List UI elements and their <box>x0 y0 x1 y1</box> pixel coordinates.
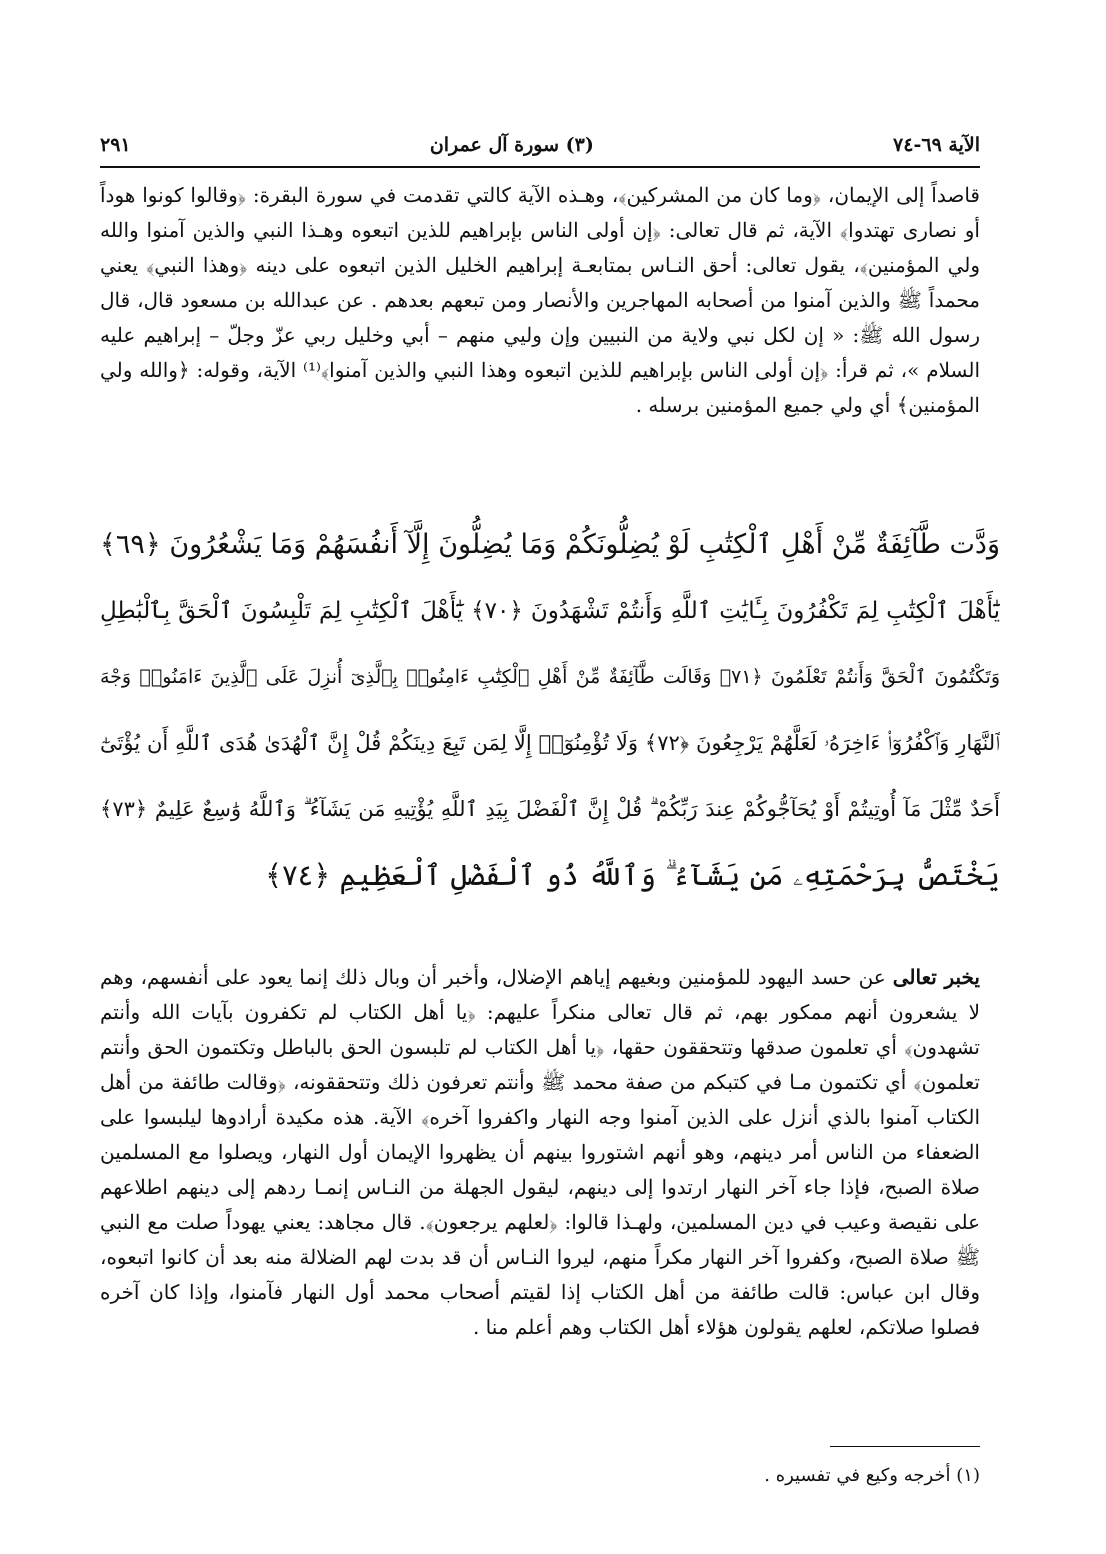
verse-line: يَٰٓأَهْلَ ٱلْكِتَٰبِ لِمَ تَكْفُرُونَ بِـَٔايَٰتِ ٱللَّهِ وَأَنتُمْ تَشْهَدُونَ ﴿٧٠﴾ يَٰٓأَهْلَ ٱلْكِتَٰبِ لِمَ تَلْبِسُونَ ٱلْحَقَّ بِٱلْبَٰطِلِ <box>100 598 1000 624</box>
intro-paragraph: قاصداً إلى الإيمان، ﴿وما كان من المشركين﴾، وهـذه الآية كالتي تقدمت في سورة البقرة: ﴿وقالوا كونوا هوداً أو نصارى تهتدوا﴾ الآية، ثم قال تعالى: ﴿إن أولى الناس بإبراهيم للذين اتبعوه وهـذا النبي والذين آمنوا والله ولي المؤمنين﴾، يقول تعالى: أحق النـاس بمتابعـة إبراهيم الخليل الذين اتبعوه على دينه ﴿وهذا النبي﴾ يعني محمداً ﷺ والذين آمنوا من أصحابه المهاجرين والأنصار ومن تبعهم بعدهم . عن عبدالله بن مسعود قال، قال رسول الله ﷺ: « إن لكل نبي ولاية من النبيين وإن وليي منهم – أبي وخليل ربي عزّ وجلّ – إبراهيم عليه السلام »، ثم قرأ: ﴿إن أولى الناس بإبراهيم للذين اتبعوه وهذا النبي والذين آمنوا﴾⁽¹⁾ الآية، وقوله: ﴿والله ولي المؤمنين﴾ أي ولي جميع المؤمنين برسله . <box>100 183 981 417</box>
commentary-lead: يخبر تعالى <box>892 965 980 989</box>
footnote-divider <box>830 1446 980 1447</box>
verse-line: وَتَكْتُمُونَ ٱلْحَقَّ وَأَنتُمْ تَعْلَمُونَ ﴿٧١﴾ وَقَالَت طَّآئِفَةٌ مِّنْ أَهْلِ ٱلْكِتَٰبِ ءَامِنُوا۟ بِٱلَّذِىٓ أُنزِلَ عَلَى ٱلَّذِينَ ءَامَنُوا۟ وَجْهَ <box>100 666 1000 688</box>
page-header <box>100 128 980 162</box>
verse-line: ٱلنَّهَارِ وَٱكْفُرُوٓا۟ ءَاخِرَهُۥ لَعَلَّهُمْ يَرْجِعُونَ ﴿٧٢﴾ وَلَا تُؤْمِنُوٓا۟ إِلَّا لِمَن تَبِعَ دِينَكُمْ قُلْ إِنَّ ٱلْهُدَىٰ هُدَى ٱللَّهِ أَن يُؤْتَىٰٓ <box>100 731 1000 755</box>
footnote: (١) أخرجه وكيع في تفسيره . <box>764 1465 980 1486</box>
surah-title: (٣) سورة آل عمران <box>429 134 594 156</box>
commentary-body: عن حسد اليهود للمؤمنين وبغيهم إياهم الإضلال، وأخبر أن وبال ذلك إنما يعود على أنفسهم، وهم لا يشعرون أنهم ممكور بهم، ثم قال تعالى منكراً عليهم: ﴿يا أهل الكتاب لم تكفرون بآيات الله وأنتم تشهدون﴾ أي تعلمون صدقها وتتحققون حقها، ﴿يا أهل الكتاب لم تلبسون الحق بالباطل وتكتمون الحق وأنتم تعلمون﴾ أي تكتمون مـا في كتبكم من صفة محمد ﷺ وأنتم تعرفون ذلك وتتحققونه، ﴿وقالت طائفة من أهل الكتاب آمنوا بالذي أنزل على الذين آمنوا وجه النهار واكفروا آخره﴾ الآية. هذه مكيدة أرادوها ليلبسوا على الضعفاء من الناس أمر دينهم، وهو أنهم اشتوروا بينهم أن يظهروا الإيمان أول النهار، ويصلوا مع المسلمين صلاة الصبح، فإذا جاء آخر النهار ارتدوا إلى دينهم، ليقول الجهلة من النـاس إنمـا ردهم إلى دينهم اطلاعهم على نقيصة وعيب في دين المسلمين، ولهـذا قالوا: ﴿لعلهم يرجعون﴾. قال مجاهد: يعني يهوداً صلت مع النبي ﷺ صلاة الصبح، وكفروا آخر النهار مكراً منهم، ليروا النـاس أن قد بدت لهم الضلالة منه بعد أن كانوا اتبعوه، وقال ابن عباس: قالت طائفة من أهل الكتاب إذا لقيتم أصحاب محمد أول النهار فآمنوا، وإذا كان آخره فصلوا صلاتكم، لعلهم يقولون هؤلاء أهل الكتاب وهم أعلم منا . <box>100 965 980 1339</box>
verse-line: يَخْتَصُّ بِرَحْمَتِهِۦ مَن يَشَآءُ ۗ وَٱللَّهُ ذُو ٱلْفَضْلِ ٱلْعَظِيمِ ﴿٧٤﴾ <box>265 858 1000 892</box>
verse-line: وَدَّت طَّآئِفَةٌ مِّنْ أَهْلِ ٱلْكِتَٰبِ لَوْ يُضِلُّونَكُمْ وَمَا يُضِلُّونَ إِلَّآ أَنفُسَهُمْ وَمَا يَشْعُرُونَ ﴿٦٩﴾ <box>100 529 1000 560</box>
page-number: ٢٩١ <box>100 134 131 156</box>
quran-verses <box>100 512 1000 908</box>
verse-line: أَحَدٌ مِّثْلَ مَآ أُوتِيتُمْ أَوْ يُحَآجُّوكُمْ عِندَ رَبِّكُمْ ۗ قُلْ إِنَّ ٱلْفَضْلَ بِيَدِ ٱللَّهِ يُؤْتِيهِ مَن يَشَآءُ ۗ وَٱللَّهُ وَٰسِعٌ عَلِيمٌ ﴿٧٣﴾ <box>100 797 1000 821</box>
commentary-paragraph <box>100 960 980 1345</box>
verse-range: الآية ٦٩-٧٤ <box>893 134 980 156</box>
header-divider <box>100 166 980 168</box>
